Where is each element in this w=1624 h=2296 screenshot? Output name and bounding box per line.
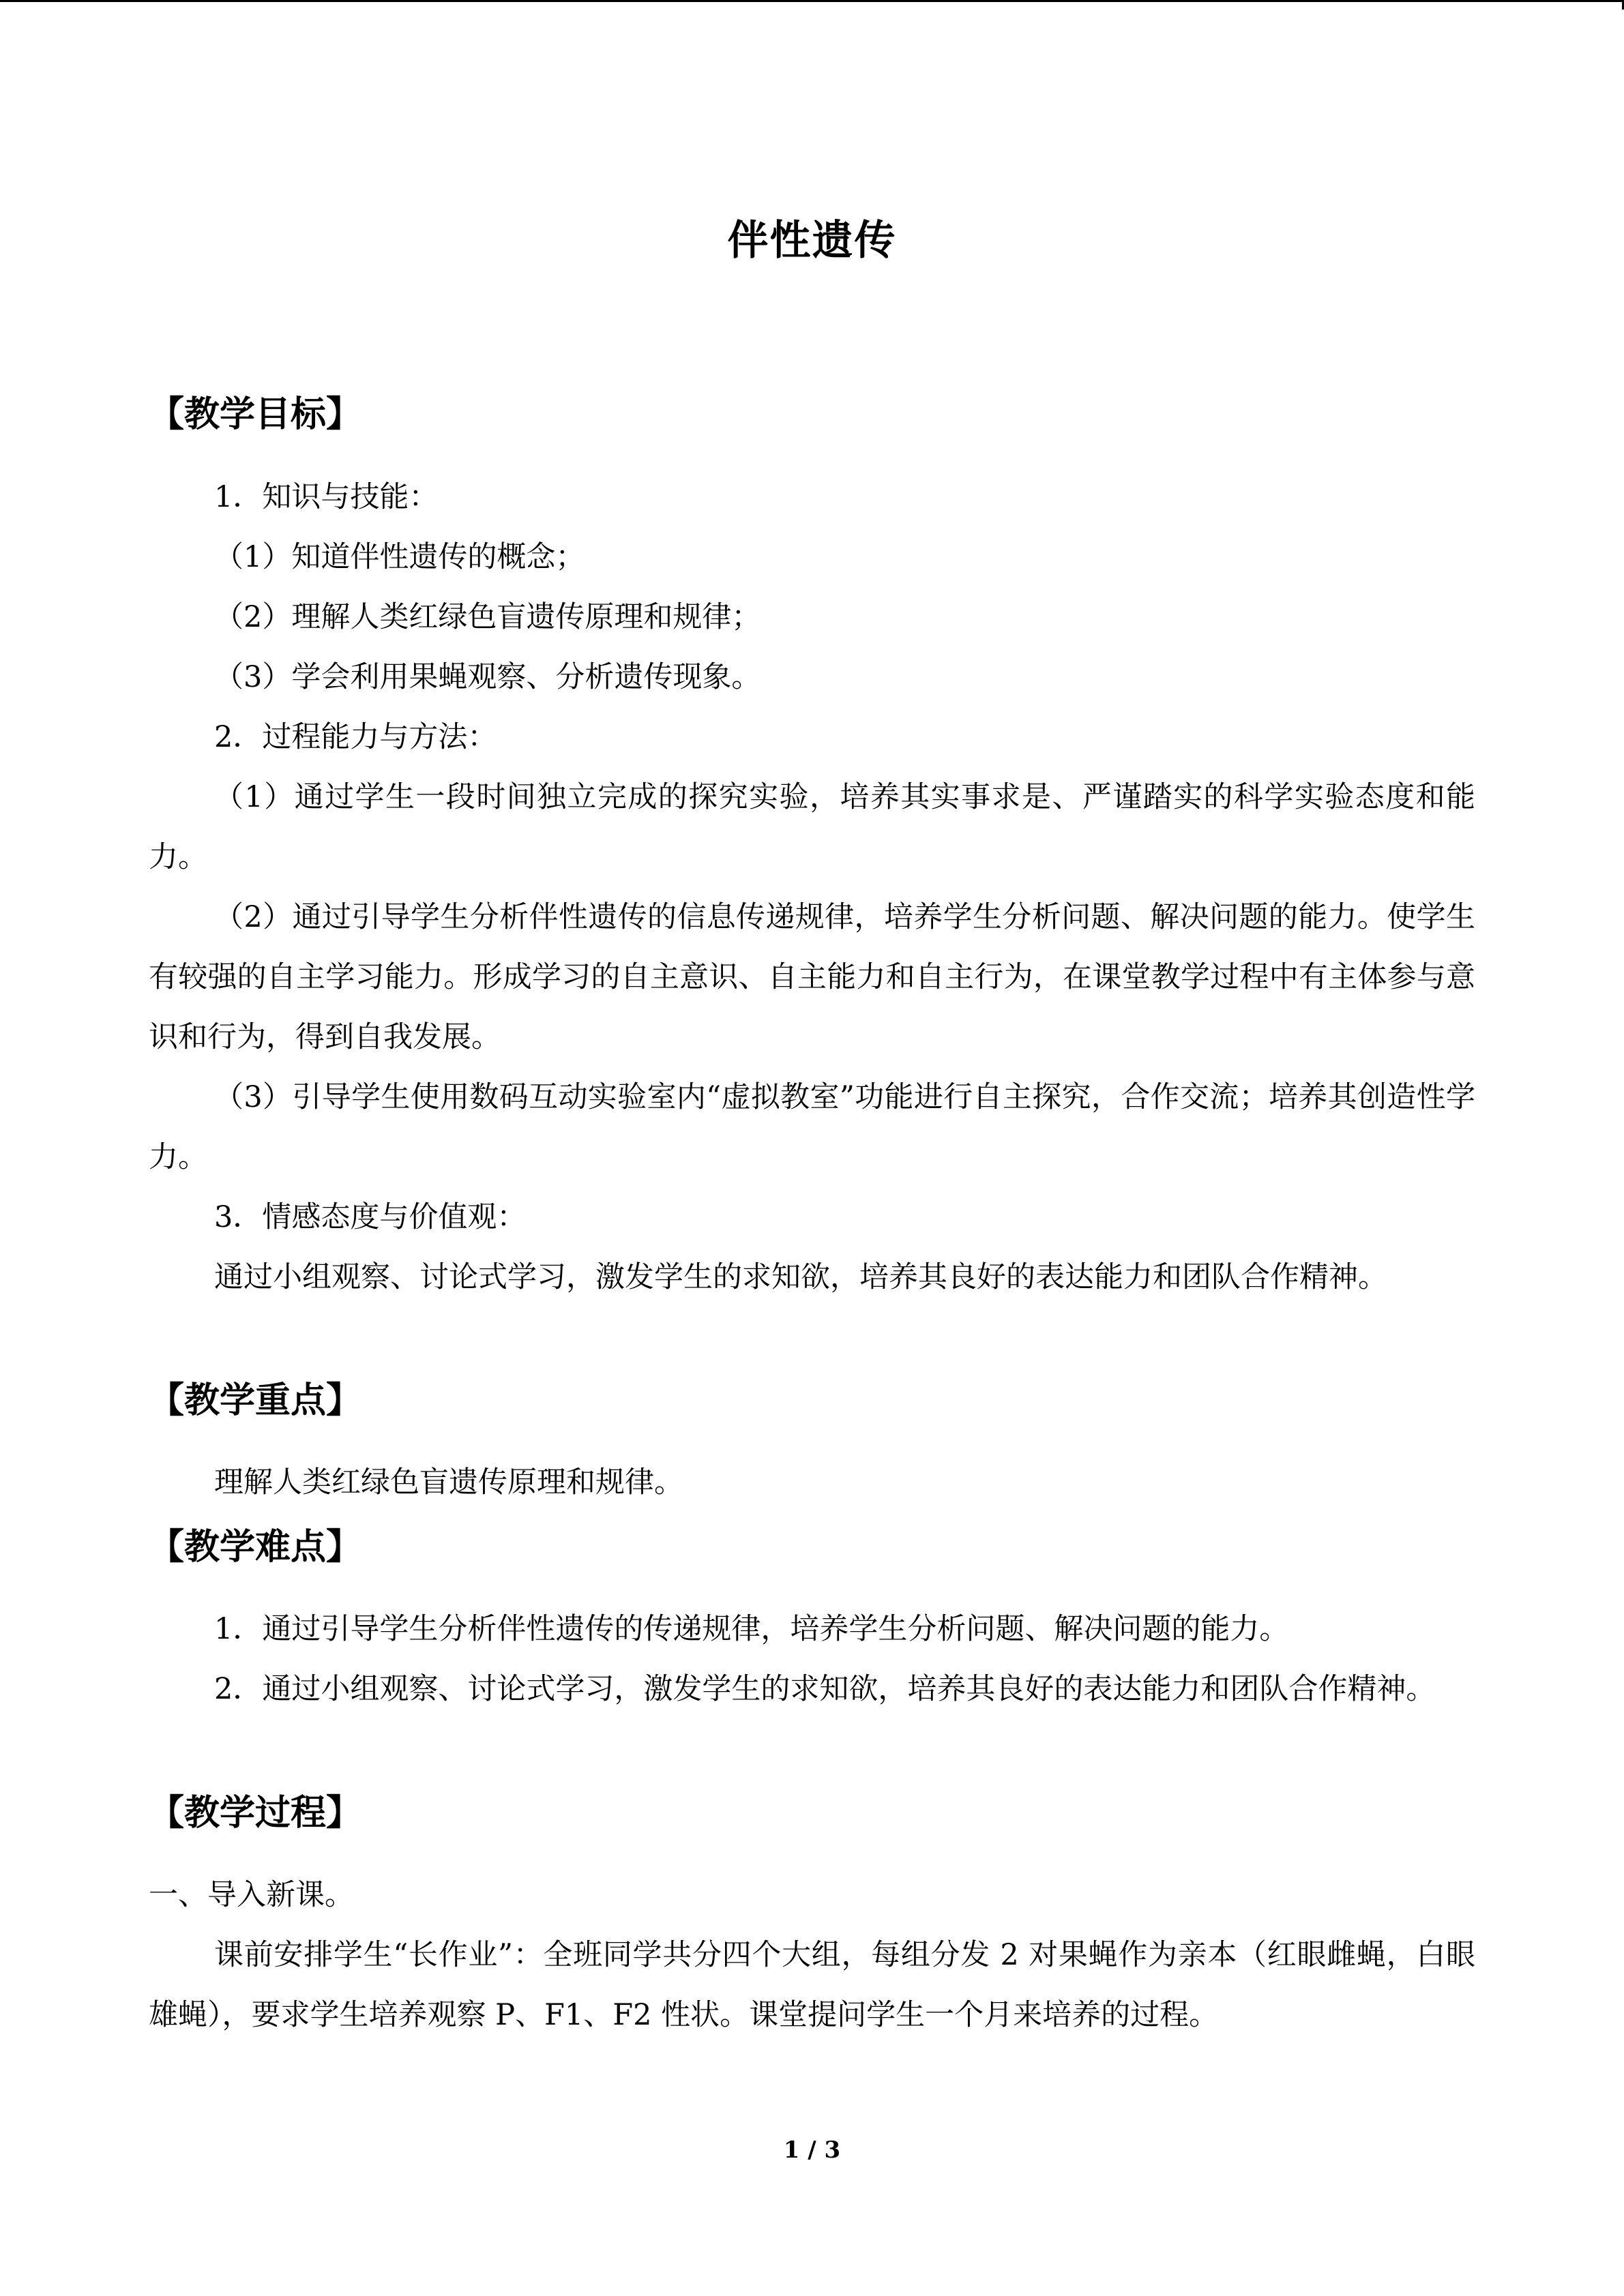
heading-objectives: 【教学目标】 (149, 394, 362, 435)
process-label: 2．过程能力与方法： (214, 720, 497, 754)
page-indicator: 1 / 3 (783, 2136, 841, 2164)
process-item-1: （1）通过学生一段时间独立完成的探究实验，培养其实事求是、严谨踏实的科学实验态度和能力。 (149, 780, 1475, 874)
step1-label: 一、导入新课。 (149, 1878, 354, 1912)
heading-key-points: 【教学重点】 (149, 1380, 362, 1421)
process-item-2: （2）通过引导学生分析伴性遗传的信息传递规律，培养学生分析问题、解决问题的能力。使学生有较强的自主学习能力。形成学习的自主意识、自主能力和自主行为，在课堂教学过程中有主体参与意识和行为，得到自我发展。 (149, 900, 1475, 1054)
difficulty-item-1: 1．通过引导学生分析伴性遗传的传递规律，培养学生分析问题、解决问题的能力。 (214, 1612, 1289, 1646)
knowledge-item-2: （2）理解人类红绿色盲遗传原理和规律； (214, 600, 761, 634)
process-item-3: （3）引导学生使用数码互动实验室内“虚拟教室”功能进行自主探究，合作交流；培养其创造性学力。 (149, 1080, 1475, 1174)
key-points-text: 理解人类红绿色盲遗传原理和规律。 (214, 1465, 683, 1500)
knowledge-label: 1．知识与技能： (214, 480, 439, 514)
heading-process: 【教学过程】 (149, 1793, 362, 1834)
attitude-label: 3．情感态度与价值观： (214, 1200, 527, 1234)
knowledge-item-3: （3）学会利用果蝇观察、分析遗传现象。 (214, 660, 761, 694)
difficulty-item-2: 2．通过小组观察、讨论式学习，激发学生的求知欲，培养其良好的表达能力和团队合作精神。 (214, 1672, 1436, 1706)
top-border-line (0, 0, 1624, 2)
step1-text: 课前安排学生“长作业”：全班同学共分四个大组，每组分发 2 对果蝇作为亲本（红眼雌蝇，白眼雄蝇），要求学生培养观察 P、F1、F2 性状。课堂提问学生一个月来培养的过程。 (149, 1938, 1475, 2032)
attitude-text: 通过小组观察、讨论式学习，激发学生的求知欲，培养其良好的表达能力和团队合作精神。 (214, 1260, 1387, 1294)
heading-difficulties: 【教学难点】 (149, 1527, 362, 1568)
knowledge-item-1: （1）知道伴性遗传的概念； (214, 540, 585, 574)
page-title: 伴性遗传 (727, 217, 897, 265)
